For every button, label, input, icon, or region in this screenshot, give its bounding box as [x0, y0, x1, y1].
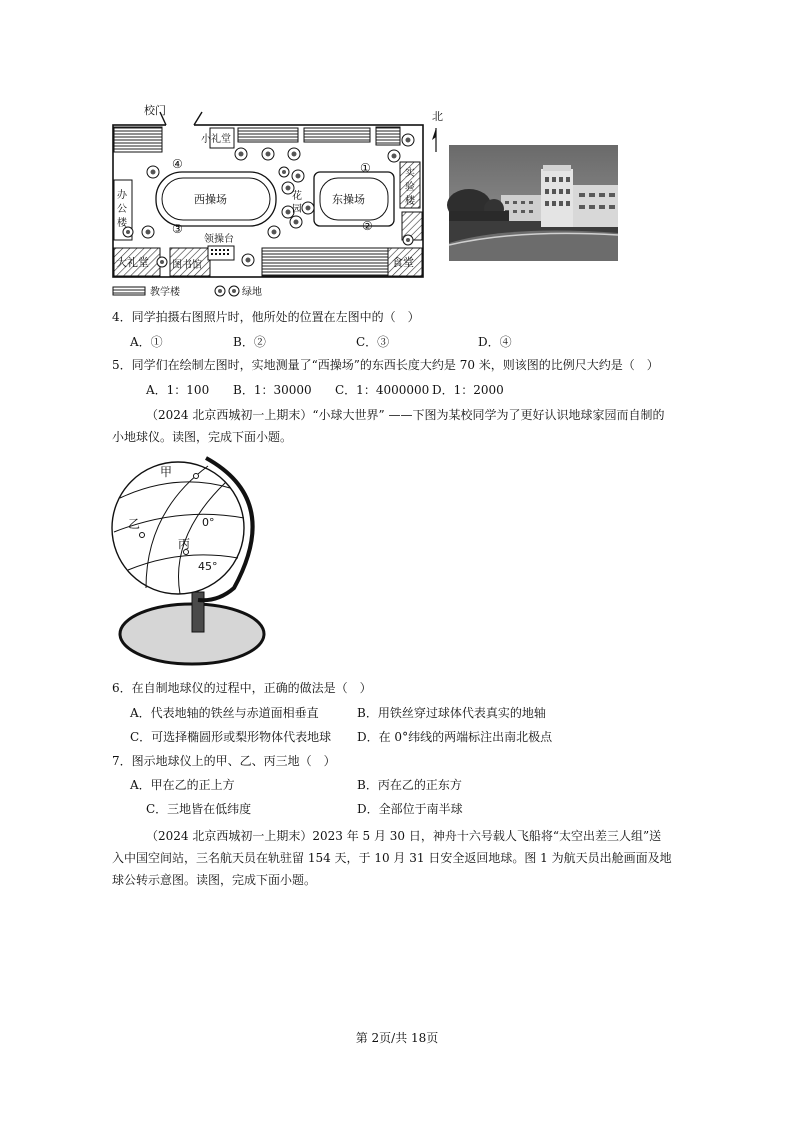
position-3-label: ③: [172, 222, 183, 236]
office-label-1: 办: [117, 190, 127, 201]
question-5-option-d[interactable]: D．1：2000: [432, 383, 504, 397]
globe-zero-label: 0°: [202, 516, 215, 529]
question-6-option-c[interactable]: C．可选择椭圆形或梨形物体代表地球: [130, 730, 332, 744]
question-4-option-b[interactable]: B．②: [233, 335, 266, 349]
lab-label-3: 楼: [405, 196, 415, 207]
position-4-label: ④: [172, 157, 183, 171]
legend-green-label: 绿地: [242, 287, 262, 298]
small-hall-label: 小礼堂: [201, 134, 231, 145]
legend-building-label: 教学楼: [150, 287, 180, 298]
canteen-label: 食堂: [392, 256, 414, 269]
question-5-stem: 5．同学们在绘制左图时，实地测量了“西操场”的东西长度大约是 70 米，则该图的比例尺大约是（ ）: [112, 358, 659, 372]
north-label: 北: [432, 110, 443, 123]
question-7-option-a[interactable]: A．甲在乙的正上方: [130, 778, 235, 792]
question-6-option-b[interactable]: B．用铁丝穿过球体代表真实的地轴: [357, 706, 546, 720]
big-hall-label: 大礼堂: [116, 256, 149, 269]
question-6-option-d[interactable]: D．在 0°纬线的两端标注出南北极点: [357, 730, 553, 744]
question-4-option-d[interactable]: D．④: [478, 335, 512, 349]
question-5-option-b[interactable]: B．1：30000: [233, 383, 312, 397]
question-4-option-c[interactable]: C．③: [356, 335, 390, 349]
lab-label-1: 实: [405, 168, 415, 179]
globe-point-jia-label: 甲: [160, 465, 173, 479]
question-5-option-c[interactable]: C．1：4000000: [335, 383, 430, 397]
question-4-option-a[interactable]: A．①: [130, 335, 163, 349]
question-6-option-a[interactable]: A．代表地轴的铁丝与赤道面相垂直: [130, 706, 319, 720]
globe-45-label: 45°: [198, 560, 218, 573]
office-label-2: 公: [117, 204, 127, 215]
intro-globe-paragraph: （2024 北京西城初一上期末）“小球大世界” ——下图为某校同学为了更好认识地球家园而自制的小地球仪。读图，完成下面小题。: [112, 408, 665, 444]
globe-point-yi-label: 乙: [128, 517, 141, 531]
question-4-stem: 4．同学拍摄右图照片时，他所处的位置在左图中的（ ）: [112, 310, 420, 324]
office-label-3: 楼: [117, 218, 127, 229]
west-field-label: 西操场: [194, 193, 227, 206]
campus-photo: [449, 145, 618, 261]
garden-label-2: 园: [292, 204, 302, 215]
question-5-option-a[interactable]: A．1：100: [146, 383, 210, 397]
globe-figure: [106, 452, 270, 678]
question-7-stem: 7．图示地球仪上的甲、乙、丙三地（ ）: [112, 754, 336, 768]
position-2-label: ②: [362, 219, 373, 233]
east-field-label: 东操场: [332, 193, 365, 206]
library-label: 图书馆: [172, 260, 202, 271]
question-7-option-b[interactable]: B．丙在乙的正东方: [357, 778, 462, 792]
page-footer: 第 2页/共 18页: [355, 1031, 439, 1045]
podium-label: 领操台: [204, 234, 234, 245]
position-1-label: ①: [360, 161, 371, 175]
campus-map: [108, 100, 443, 300]
question-7-option-c[interactable]: C．三地皆在低纬度: [146, 802, 252, 816]
gate-label: 校门: [144, 104, 166, 117]
question-7-option-d[interactable]: D．全部位于南半球: [357, 802, 463, 816]
garden-label-1: 花: [292, 191, 302, 202]
lab-label-2: 验: [405, 182, 415, 193]
intro-space-paragraph: （2024 北京西城初一上期末）2023 年 5 月 30 日，神舟十六号载人飞船将“太空出差三人组”送入中国空间站，三名航天员在轨驻留 154 天，于 10 月 31 日安全返回地球。图 1 为航天员出舱画面及地球公转示意图。读图，完成下面小题。: [112, 829, 672, 887]
question-6-stem: 6．在自制地球仪的过程中，正确的做法是（ ）: [112, 681, 372, 695]
globe-point-bing-label: 丙: [178, 537, 191, 551]
